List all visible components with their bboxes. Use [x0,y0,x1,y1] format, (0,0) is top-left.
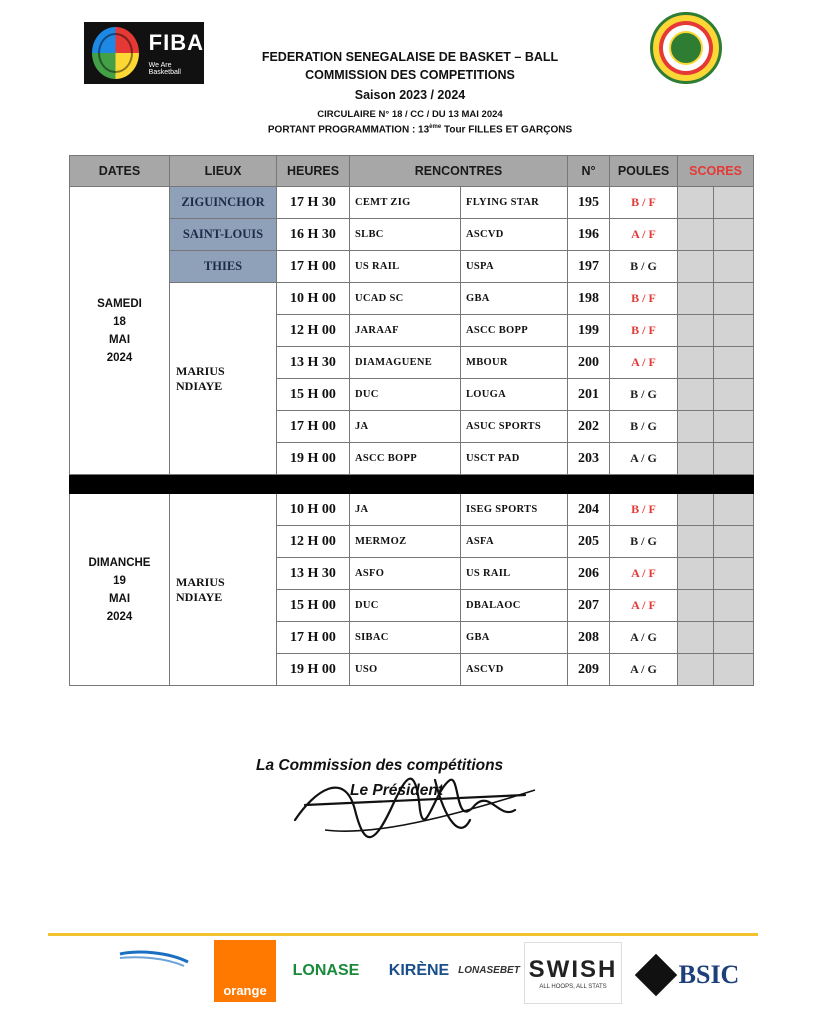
away-team: ISEG SPORTS [461,494,568,526]
away-team: ASUC SPORTS [461,411,568,443]
separator-cell [350,475,568,494]
fiba-logo-tagline: We Are Basketball [148,62,181,76]
score-away-cell [714,283,754,315]
schedule-table [69,155,754,686]
signature-role: Le Président [350,782,444,799]
header-heures: HEURES [277,156,350,187]
score-away-cell [714,347,754,379]
match-number: 205 [568,526,610,558]
home-team: UCAD SC [350,283,461,315]
sponsor-orange-logo: orange [214,940,276,1002]
away-team: GBA [461,622,568,654]
bsic-diamond-icon [634,954,676,996]
match-time: 17 H 00 [277,622,350,654]
match-number: 195 [568,187,610,219]
match-time: 13 H 30 [277,558,350,590]
away-team: LOUGA [461,379,568,411]
match-time: 19 H 00 [277,443,350,475]
score-away-cell [714,590,754,622]
header-lieux: LIEUX [170,156,277,187]
swish-logo-text: SWISH [528,956,618,983]
score-away-cell [714,315,754,347]
poule-cell: B / G [610,251,678,283]
match-time: 15 H 00 [277,590,350,622]
match-time: 15 H 00 [277,379,350,411]
poule-cell: A / F [610,347,678,379]
score-away-cell [714,443,754,475]
poule-cell: B / G [610,526,678,558]
score-home-cell [678,558,714,590]
match-time: 10 H 00 [277,283,350,315]
footer-divider [48,933,758,936]
score-home-cell [678,219,714,251]
poule-cell: B / G [610,411,678,443]
score-home-cell [678,526,714,558]
header-scores: SCORES [678,156,754,187]
match-number: 202 [568,411,610,443]
home-team: JARAAF [350,315,461,347]
home-team: MERMOZ [350,526,461,558]
match-number: 196 [568,219,610,251]
score-home-cell [678,590,714,622]
lion-emblem-icon [669,31,703,65]
match-number: 209 [568,654,610,686]
score-home-cell [678,443,714,475]
score-home-cell [678,494,714,526]
score-home-cell [678,654,714,686]
sponsor-logo-wave [118,948,190,968]
date-date: 18 [113,315,126,328]
match-time: 12 H 00 [277,526,350,558]
match-number: 206 [568,558,610,590]
federation-title: FEDERATION SENEGALAISE DE BASKET – BALL [261,50,559,64]
date-cell [70,494,170,686]
score-away-cell [714,219,754,251]
away-team: GBA [461,283,568,315]
season-title: Saison 2023 / 2024 [354,88,466,102]
match-number: 204 [568,494,610,526]
poule-cell: B / G [610,379,678,411]
score-away-cell [714,251,754,283]
poule-cell: A / F [610,219,678,251]
separator-cell [610,475,678,494]
table-row [70,283,754,315]
score-away-cell [714,494,754,526]
venue-name-line1: MARIUS [176,363,225,378]
header-poules: POULES [610,156,678,187]
match-number: 203 [568,443,610,475]
table-header-row [70,156,754,187]
sponsor-kirene-logo: KIRÈNE [388,962,450,979]
score-away-cell [714,411,754,443]
away-team: ASCC BOPP [461,315,568,347]
signature-title: La Commission des compétitions [256,757,504,774]
home-team: CEMT ZIG [350,187,461,219]
separator-cell [70,475,170,494]
date-day: SAMEDI [97,297,142,310]
separator-cell [714,475,754,494]
away-team: USCT PAD [461,443,568,475]
federation-seal-logo [650,12,722,84]
date-date: 19 [113,574,126,587]
circular-reference: CIRCULAIRE N° 18 / CC / DU 13 MAI 2024 [317,109,503,120]
programming-subtitle: PORTANT PROGRAMMATION : 13ème Tour FILLES ET GARÇONS [267,124,573,136]
match-time: 12 H 00 [277,315,350,347]
away-team: US RAIL [461,558,568,590]
score-home-cell [678,379,714,411]
poule-cell: A / G [610,654,678,686]
home-team: SLBC [350,219,461,251]
score-home-cell [678,347,714,379]
score-home-cell [678,315,714,347]
poule-cell: A / G [610,443,678,475]
table-row [70,251,754,283]
score-home-cell [678,251,714,283]
score-away-cell [714,622,754,654]
venue-cell: ZIGUINCHOR [170,187,277,219]
home-team: DUC [350,379,461,411]
venue-cell [170,283,277,475]
sponsor-bar [0,940,822,1010]
venue-name-line1: MARIUS [176,574,225,589]
score-home-cell [678,411,714,443]
home-team: US RAIL [350,251,461,283]
match-time: 16 H 30 [277,219,350,251]
separator-cell [277,475,350,494]
poule-cell: B / F [610,283,678,315]
poule-cell: A / F [610,558,678,590]
header-dates: DATES [70,156,170,187]
separator-cell [678,475,714,494]
separator-cell [170,475,277,494]
fiba-logo-text: FIBA [148,30,204,55]
date-year: 2024 [106,610,133,623]
score-away-cell [714,526,754,558]
score-home-cell [678,187,714,219]
date-month: MAI [108,333,131,346]
poule-cell: B / F [610,187,678,219]
poule-cell: B / F [610,494,678,526]
match-number: 197 [568,251,610,283]
table-row [70,494,754,526]
commission-title: COMMISSION DES COMPETITIONS [305,68,515,82]
home-team: JA [350,411,461,443]
sponsor-lonasebet-logo: LONASEBET [458,964,520,976]
match-number: 208 [568,622,610,654]
table-row [70,219,754,251]
poule-cell: A / G [610,622,678,654]
date-month: MAI [108,592,131,605]
basketball-icon [90,25,141,81]
match-time: 17 H 00 [277,411,350,443]
away-team: ASCVD [461,654,568,686]
match-number: 201 [568,379,610,411]
match-time: 17 H 30 [277,187,350,219]
home-team: SIBAC [350,622,461,654]
score-home-cell [678,622,714,654]
header-num: N° [568,156,610,187]
bsic-logo-text: BSIC [678,960,740,989]
away-team: ASFA [461,526,568,558]
match-time: 10 H 00 [277,494,350,526]
venue-cell: THIES [170,251,277,283]
match-number: 198 [568,283,610,315]
score-away-cell [714,654,754,686]
venue-cell [170,494,277,686]
away-team: MBOUR [461,347,568,379]
venue-cell: SAINT-LOUIS [170,219,277,251]
poule-cell: A / F [610,590,678,622]
away-team: USPA [461,251,568,283]
score-home-cell [678,283,714,315]
away-team: DBALAOC [461,590,568,622]
match-time: 17 H 00 [277,251,350,283]
score-away-cell [714,379,754,411]
home-team: JA [350,494,461,526]
away-team: ASCVD [461,219,568,251]
swish-tagline: ALL HOOPS, ALL STATS [539,984,607,990]
sponsor-lonase-logo: LONASE [292,962,360,979]
home-team: DUC [350,590,461,622]
home-team: DIAMAGUENE [350,347,461,379]
day-separator-row [70,475,754,494]
header-rencontres: RENCONTRES [350,156,568,187]
venue-name-line2: NDIAYE [176,589,223,604]
handwritten-signature [285,750,545,850]
match-time: 19 H 00 [277,654,350,686]
match-number: 207 [568,590,610,622]
date-year: 2024 [106,351,133,364]
date-cell [70,187,170,475]
match-number: 200 [568,347,610,379]
score-away-cell [714,558,754,590]
venue-name-line2: NDIAYE [176,378,223,393]
table-row [70,187,754,219]
score-away-cell [714,187,754,219]
match-number: 199 [568,315,610,347]
sponsor-swish-logo [524,942,622,1004]
home-team: USO [350,654,461,686]
away-team: FLYING STAR [461,187,568,219]
fiba-logo [84,22,204,84]
home-team: ASCC BOPP [350,443,461,475]
poule-cell: B / F [610,315,678,347]
match-time: 13 H 30 [277,347,350,379]
date-day: DIMANCHE [88,556,151,569]
home-team: ASFO [350,558,461,590]
sponsor-bsic-logo [640,950,740,1000]
separator-cell [568,475,610,494]
